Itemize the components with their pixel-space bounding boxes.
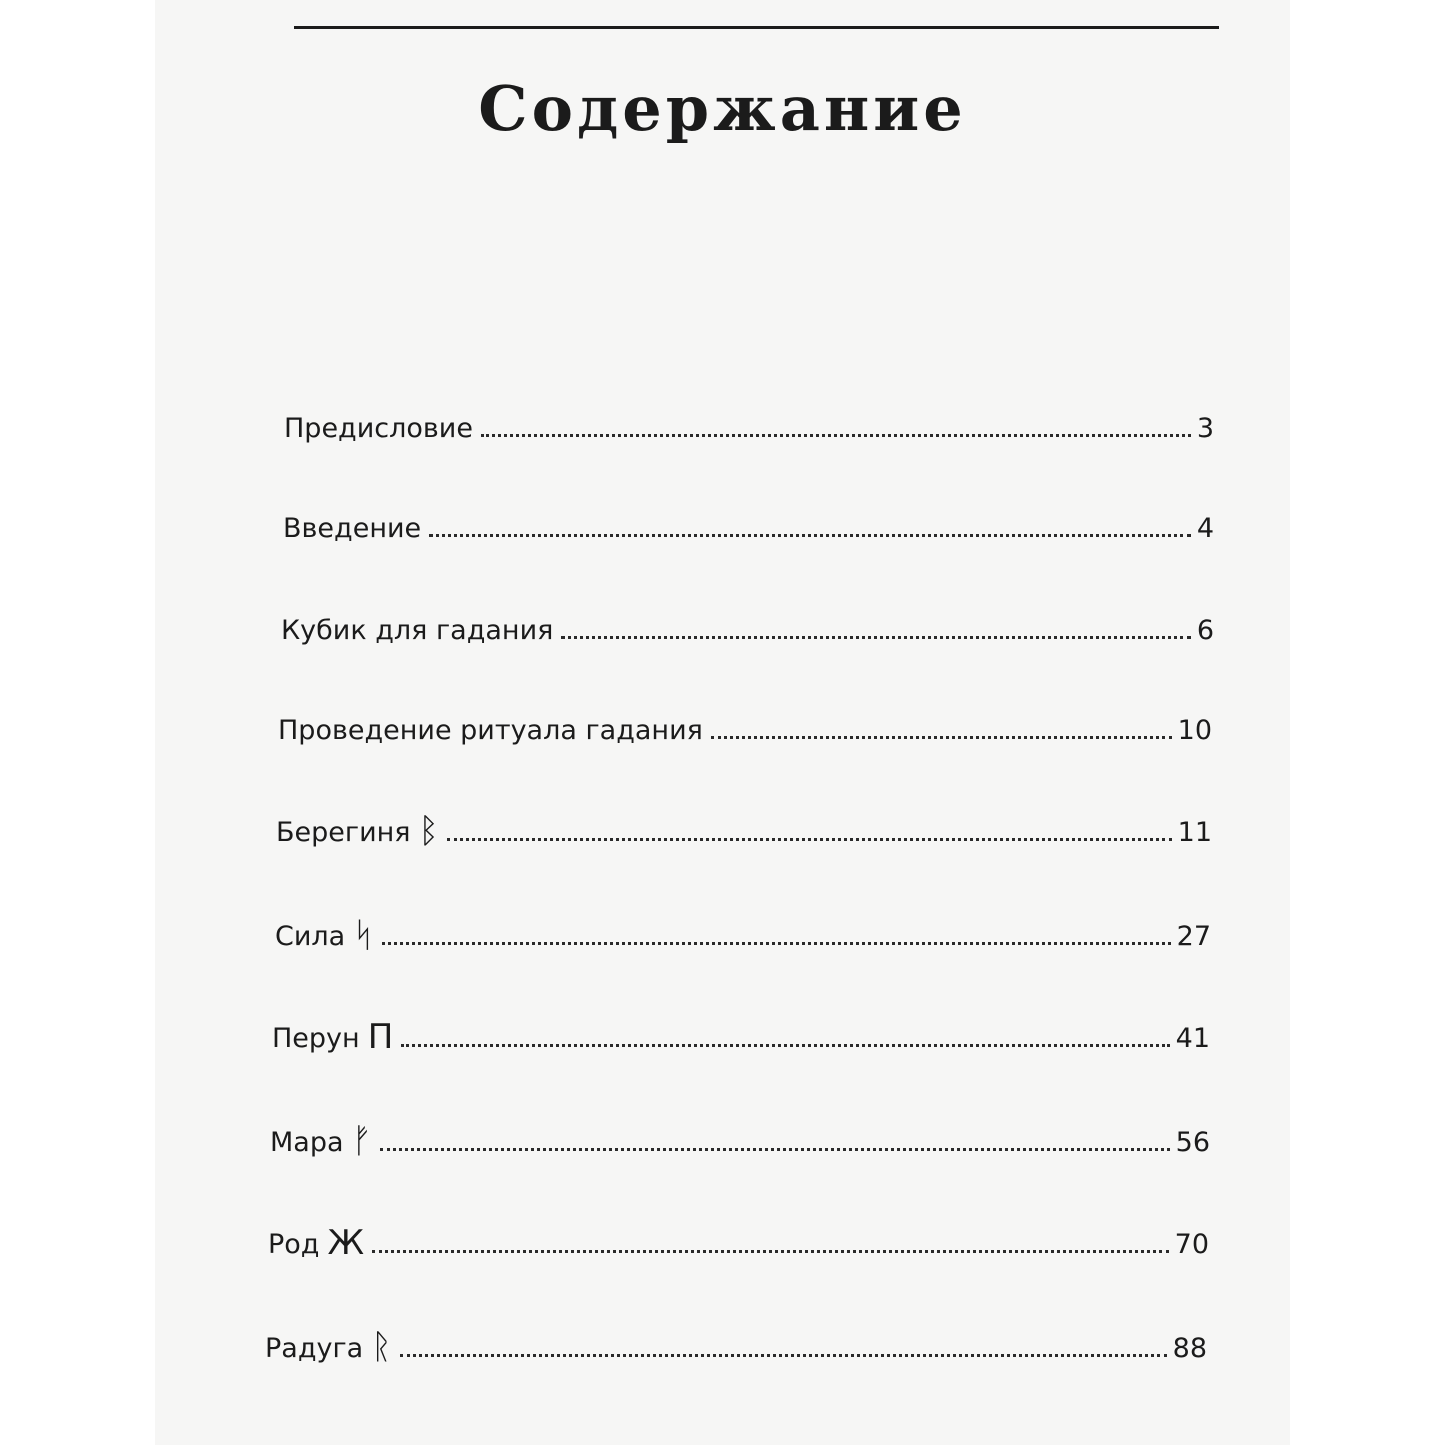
- toc-entry-bereginya: [276, 802, 1212, 851]
- toc-entry-page: 6: [1196, 615, 1214, 646]
- toc-entry-page: 88: [1172, 1333, 1207, 1364]
- toc-entry-label: Кубик для гадания: [281, 615, 554, 646]
- toc-entry-ritual: [278, 700, 1212, 746]
- toc-entry-label: Перун: [272, 1023, 360, 1054]
- toc-entry-label: Мара: [270, 1127, 344, 1158]
- rod-rune-icon: Ж: [327, 1223, 365, 1263]
- toc-entry-label: Род: [268, 1229, 320, 1260]
- perun-rune-icon: Π: [367, 1017, 394, 1057]
- dot-leader: [400, 1354, 1167, 1357]
- toc-entry-divination-cube: [281, 600, 1214, 646]
- dot-leader: [561, 636, 1190, 639]
- top-rule: [294, 26, 1219, 29]
- bereginya-rune-icon: ᛒ: [418, 811, 439, 851]
- toc-entry-raduga: [265, 1318, 1207, 1367]
- toc-entry-label: Сила: [275, 921, 346, 952]
- dot-leader: [711, 736, 1172, 739]
- dot-leader: [401, 1044, 1169, 1047]
- toc-entry-label: Введение: [283, 513, 422, 544]
- toc-entry-sila: [275, 906, 1211, 955]
- dot-leader: [447, 838, 1172, 841]
- dot-leader: [380, 1148, 1170, 1151]
- toc-entry-page: 3: [1196, 413, 1214, 444]
- raduga-rune-icon: ᚱ: [371, 1327, 392, 1367]
- sila-rune-icon: ᛋ: [353, 915, 374, 955]
- page-title: Содержание: [478, 72, 967, 145]
- toc-entry-perun: [272, 1008, 1210, 1057]
- mara-rune-icon: ᚠ: [351, 1121, 372, 1161]
- toc-entry-page: 70: [1174, 1229, 1209, 1260]
- toc-entry-rod: [268, 1214, 1209, 1263]
- toc-entry-page: 4: [1196, 513, 1214, 544]
- dot-leader: [429, 534, 1191, 537]
- toc-entry-page: 56: [1175, 1127, 1210, 1158]
- toc-entry-page: 27: [1176, 921, 1211, 952]
- toc-entry-label: Проведение ритуала гадания: [278, 715, 703, 746]
- toc-entry-page: 11: [1177, 817, 1212, 848]
- toc-entry-page: 10: [1177, 715, 1212, 746]
- toc-entry-label: Предисловие: [284, 413, 473, 444]
- dot-leader: [382, 942, 1171, 945]
- toc-entry-page: 41: [1175, 1023, 1210, 1054]
- dot-leader: [372, 1250, 1169, 1253]
- toc-entry-mara: [270, 1112, 1210, 1161]
- toc-entry-introduction: [283, 498, 1214, 544]
- toc-entry-preface: [284, 398, 1214, 444]
- toc-entry-label: Берегиня: [276, 817, 411, 848]
- dot-leader: [481, 434, 1191, 437]
- toc-entry-label: Радуга: [265, 1333, 364, 1364]
